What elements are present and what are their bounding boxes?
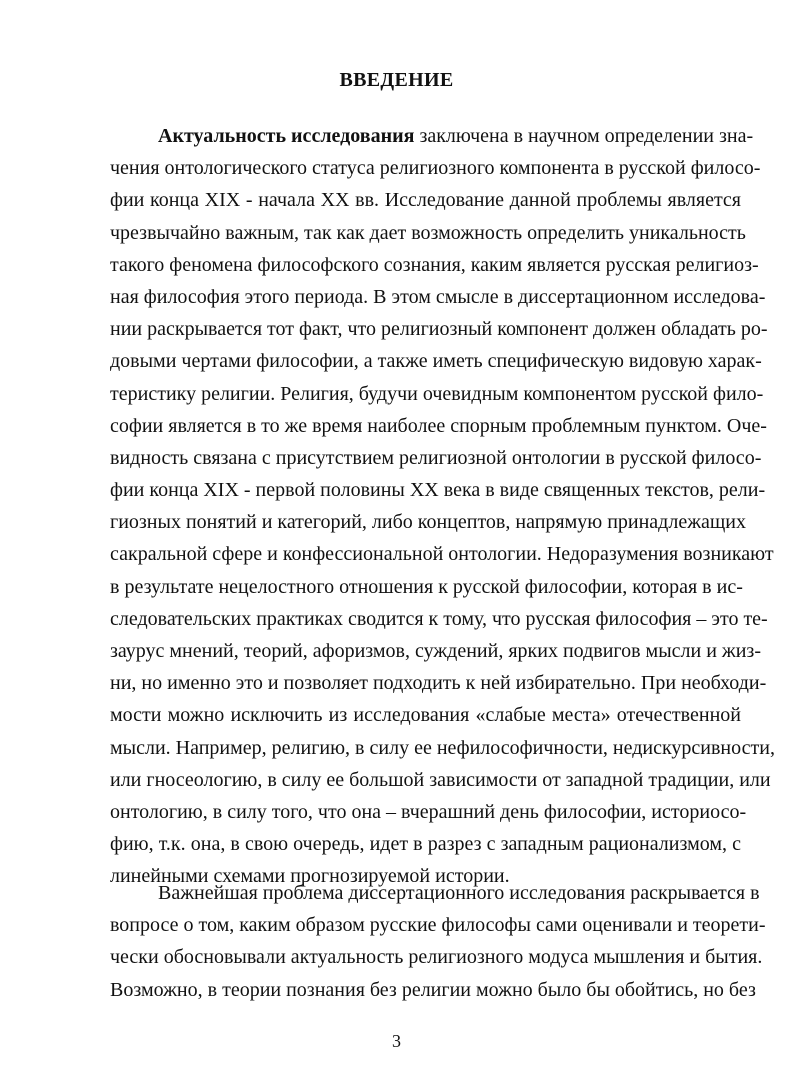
paragraph-line: следовательских практиках сводится к тому, что русская философия – это те- <box>110 607 768 630</box>
paragraph-line: линейными схемами прогнозируемой истории. <box>110 865 510 888</box>
paragraph-line: такого феномена философского сознания, каким является русская религиоз- <box>110 253 759 276</box>
paragraph-line: онтологию, в силу того, что она – вчерашний день философии, историосо- <box>110 800 747 823</box>
paragraph-line: мысли. Например, религию, в силу ее нефилософичности, недискурсивности, <box>110 736 775 759</box>
page-number: 3 <box>392 1031 401 1051</box>
paragraph-line: Актуальность исследования заключена в научном определении зна- <box>158 125 754 147</box>
paragraph-line: Важнейшая проблема диссертационного исследования раскрывается в <box>158 882 760 904</box>
paragraph-line: нии раскрывается тот факт, что религиозный компонент должен обладать ро- <box>110 318 768 341</box>
paragraph-line: довыми чертами философии, а также иметь специфическую видовую харак- <box>110 350 762 373</box>
paragraph-line: чески обосновывали актуальность религиозного модуса мышления и бытия. <box>110 946 763 969</box>
paragraph-line: гиозных понятий и категорий, либо концептов, напрямую принадлежащих <box>110 511 747 534</box>
page-title: ВВЕДЕНИЕ <box>339 69 454 91</box>
paragraph-line: в результате нецелостного отношения к русской философии, которая в ис- <box>110 575 743 598</box>
paragraph-line: вопросе о том, каким образом русские философы сами оценивали и теорети- <box>110 914 766 937</box>
paragraph-line: Возможно, в теории познания без религии можно было бы обойтись, но без <box>110 978 756 1001</box>
paragraph-line: фию, т.к. она, в свою очередь, идет в разрез с западным рационализмом, с <box>110 833 741 856</box>
paragraph-line: мости можно исключить из исследования «слабые места» отечественной <box>110 704 741 727</box>
bold-lead-text: Актуальность исследования <box>158 125 415 147</box>
paragraph-line: фии конца XIX - первой половины XX века в виде священных текстов, рели- <box>110 479 766 502</box>
paragraph-line: или гносеологию, в силу ее большой зависимости от западной традиции, или <box>110 768 771 791</box>
paragraph-line: чрезвычайно важным, так как дает возможность определить уникальность <box>110 221 746 244</box>
paragraph-line: сакральной сфере и конфессиональной онтологии. Недоразумения возникают <box>110 543 774 566</box>
paragraph-line: ная философия этого периода. В этом смысле в диссертационном исследова- <box>110 285 766 308</box>
paragraph-line: ни, но именно это и позволяет подходить к ней избирательно. При необходи- <box>110 672 767 695</box>
paragraph-line: фии конца XIX - начала XX вв. Исследование данной проблемы является <box>110 189 741 212</box>
paragraph-line: видность связана с присутствием религиозной онтологии в русской филосо- <box>110 446 762 469</box>
paragraph-line: заурус мнений, теорий, афоризмов, суждений, ярких подвигов мысли и жиз- <box>110 640 761 662</box>
paragraph-line: софии является в то же время наиболее спорным проблемным пунктом. Оче- <box>110 414 767 437</box>
paragraph-main-problem <box>110 877 766 1006</box>
paragraph-line: чения онтологического статуса религиозного компонента в русской филосо- <box>110 157 761 180</box>
paragraph-line: теристику религии. Религия, будучи очевидным компонентом русской фило- <box>110 382 764 405</box>
